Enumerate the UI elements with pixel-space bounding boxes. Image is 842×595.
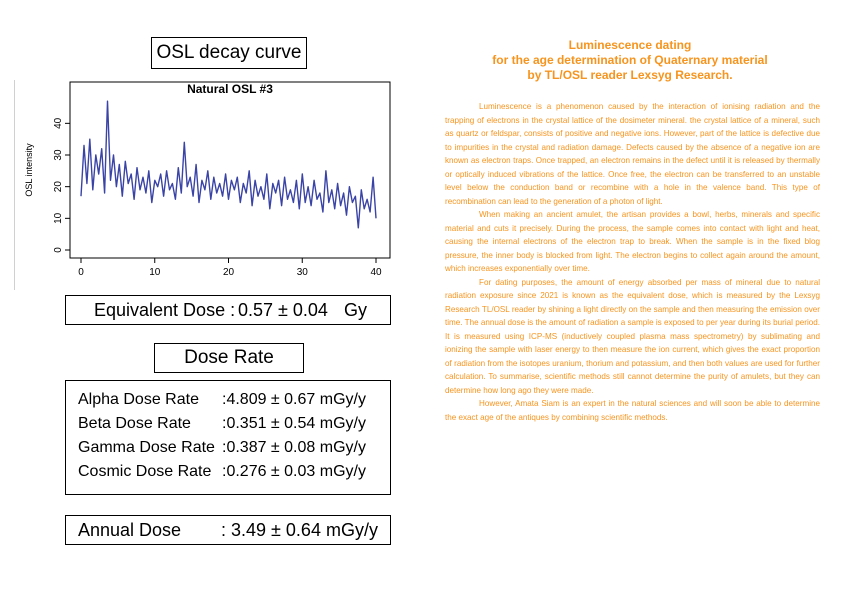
y-axis-label: OSL intensity: [24, 143, 34, 197]
equivalent-dose-box: [65, 295, 391, 325]
equivalent-dose-label: Equivalent Dose :: [94, 300, 236, 320]
header-line-3: by TL/OSL reader Lexsyg Research.: [527, 68, 733, 82]
dose-rate-title: Dose Rate: [184, 347, 274, 368]
article-paragraph: For dating purposes, the amount of energy absorbed per mass of mineral due to natural radiation exposure since 2021 is known as the equivalent dose, which is measured by the Lexsyg Research TL/OSL reader by shining a light directly on the sample and then measuring the emission over time. The annual dose is the amount of radiation a sample is exposed to per year during its burial period. It is measured using ICP-MS (inductively coupled plasma mass spectrometry) by sublimating and ionizing the sample with laser energy to then measure the ion current, which gives the exact proportion of radiation from the isotopes uranium, thorium and potassium, and then both values are used for further calculation. To summarise, scientific methods still cannot determine the purity of amulets, but they can determine how long ago they were made.: [445, 277, 820, 395]
dose-rate-value: :0.276 ± 0.03 mGy/y: [222, 463, 366, 480]
annual-dose-box: [65, 515, 391, 545]
dose-rate-value: :0.387 ± 0.08 mGy/y: [222, 439, 366, 456]
header-line-1: Luminescence dating: [568, 38, 692, 52]
article-paragraph: However, Amata Siam is an expert in the natural sciences and will soon be able to determine the exact age of the antiques by combining scientific methods.: [445, 399, 820, 422]
dose-rate-value: :0.351 ± 0.54 mGy/y: [222, 415, 366, 432]
dose-rate-row-beta: [78, 415, 388, 437]
dose-rate-title-box: [154, 343, 304, 373]
dose-rate-value: :4.809 ± 0.67 mGy/y: [222, 391, 366, 408]
chart-title: Natural OSL #3: [187, 82, 273, 96]
x-tick-label: 30: [296, 267, 308, 278]
x-tick-label: 10: [149, 267, 161, 278]
dose-rate-label: Alpha Dose Rate: [78, 391, 199, 408]
annual-dose-label: Annual Dose: [78, 520, 182, 540]
article-header: [440, 38, 820, 83]
x-tick-label: 0: [78, 267, 84, 278]
dose-rate-label: Gamma Dose Rate: [78, 439, 215, 456]
equivalent-dose-unit: Gy: [344, 300, 368, 320]
y-tick-label: 30: [53, 149, 64, 161]
y-tick-label: 0: [53, 247, 64, 253]
chart-left-rule: [14, 80, 15, 290]
dose-rates-box: [65, 380, 391, 495]
dose-rate-label: Beta Dose Rate: [78, 415, 191, 432]
article-paragraph: Luminescence is a phenomenon caused by the interaction of ionising radiation and the trapping of electrons in the crystal lattice of the dosimeter mineral. the crystal lattice of a mineral, such as quartz or feldspar, consists of positive and negative ions. However, part of the lattice is defective due to impurities in the crystal and radiation damage. Defects caused by the absence of a negative ion are known as electron traps. Once trapped, an electron remains in the defect until it is released by thermally or optically induced vibrations of the lattice. Once free, the electron can be transferred to an unstable level below the conduction band or recombine with a hole in the valence band. This type of recombination can lead to the generation of a photon of light.: [445, 102, 820, 206]
dose-rate-row-cosmic: [78, 463, 388, 485]
header-line-2: for the age determination of Quaternary material: [492, 53, 768, 67]
x-tick-label: 20: [222, 267, 235, 278]
dose-rate-label: Cosmic Dose Rate: [78, 463, 212, 480]
chart-panel-title: [151, 37, 307, 69]
y-tick-label: 40: [53, 117, 64, 129]
article-body: [445, 100, 820, 424]
chart-panel-title-text: OSL decay curve: [156, 42, 302, 63]
y-tick-label: 10: [53, 212, 64, 224]
article-paragraph: When making an ancient amulet, the artisan provides a bowl, herbs, minerals and specific material and cuts it precisely. During the process, the sample comes into contact with light and heat, causing the internal electrons of the electron trap to break. When the sample is in the fixed blog pressure, the inner body is blocked from light. The electron begins to collect again around the amount, which increases exponentially over time.: [445, 210, 820, 273]
annual-dose-value: : 3.49 ± 0.64 mGy/y: [221, 520, 378, 540]
osl-decay-chart: [18, 78, 393, 293]
dose-rate-row-gamma: [78, 439, 388, 461]
x-tick-label: 40: [370, 267, 382, 278]
y-tick-label: 20: [53, 181, 64, 193]
osl-series-line: [81, 101, 376, 228]
equivalent-dose-value: 0.57 ± 0.04: [238, 300, 328, 320]
dose-rate-row-alpha: [78, 391, 388, 413]
